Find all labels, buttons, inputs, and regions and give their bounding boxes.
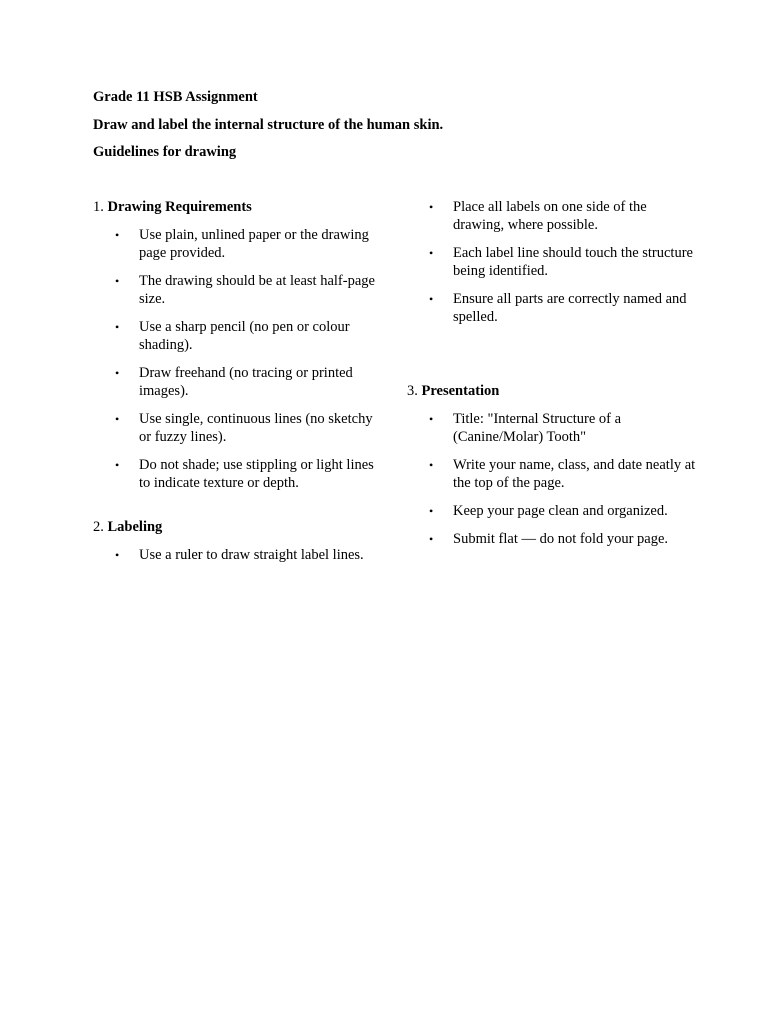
- section-title-text: Labeling: [107, 519, 163, 535]
- list-item: • Write your name, class, and date neatly at the top of the page.: [429, 457, 696, 491]
- assignment-instruction: Draw and label the internal structure of the human skin.: [93, 117, 444, 133]
- list-item: • Use single, continuous lines (no sketchy or fuzzy lines).: [115, 411, 373, 445]
- left-column: [93, 198, 383, 574]
- list-item: • Ensure all parts are correctly named and spelled.: [429, 291, 687, 325]
- labeling-list-part1: [93, 546, 383, 564]
- right-column: [407, 198, 697, 558]
- bullet-icon: •: [429, 532, 434, 546]
- drawing-requirements-list: [93, 226, 383, 492]
- list-item: • Title: "Internal Structure of a (Canine/Molar) Tooth": [429, 411, 622, 445]
- guidelines-heading: Guidelines for drawing: [93, 144, 237, 160]
- presentation-list: [407, 410, 697, 548]
- section-presentation-title: [407, 382, 697, 400]
- bullet-icon: •: [429, 504, 434, 518]
- bullet-icon: •: [429, 458, 434, 472]
- bullet-icon: •: [429, 200, 434, 214]
- list-item: • The drawing should be at least half-page size.: [115, 273, 375, 307]
- section-number: 2.: [93, 519, 104, 535]
- bullet-icon: •: [115, 228, 120, 242]
- bullet-icon: •: [429, 246, 434, 260]
- bullet-icon: •: [115, 320, 120, 334]
- labeling-list-part2: [407, 198, 697, 326]
- list-item: • Draw freehand (no tracing or printed images).: [115, 365, 353, 399]
- list-item: • Submit flat — do not fold your page.: [429, 531, 669, 547]
- list-item: • Place all labels on one side of the drawing, where possible.: [429, 199, 647, 233]
- bullet-icon: •: [115, 412, 120, 426]
- list-item: • Each label line should touch the structure being identified.: [429, 245, 693, 279]
- section-labeling-title: [93, 518, 383, 536]
- list-item: • Do not shade; use stippling or light lines to indicate texture or depth.: [115, 457, 374, 491]
- bullet-icon: •: [115, 548, 120, 562]
- bullet-icon: •: [115, 366, 120, 380]
- list-item: • Use a ruler to draw straight label lines.: [115, 547, 364, 563]
- bullet-icon: •: [429, 292, 434, 306]
- list-item: • Use plain, unlined paper or the drawing page provided.: [115, 227, 369, 261]
- bullet-icon: •: [115, 458, 120, 472]
- section-drawing-title: [93, 198, 383, 216]
- section-number: 3.: [407, 383, 418, 399]
- section-title-text: Drawing Requirements: [107, 199, 252, 215]
- list-item: • Keep your page clean and organized.: [429, 503, 668, 519]
- list-item: • Use a sharp pencil (no pen or colour shading).: [115, 319, 350, 353]
- section-number: 1.: [93, 199, 104, 215]
- section-title-text: Presentation: [421, 383, 500, 399]
- bullet-icon: •: [115, 274, 120, 288]
- bullet-icon: •: [429, 412, 434, 426]
- assignment-title: Grade 11 HSB Assignment: [93, 89, 258, 105]
